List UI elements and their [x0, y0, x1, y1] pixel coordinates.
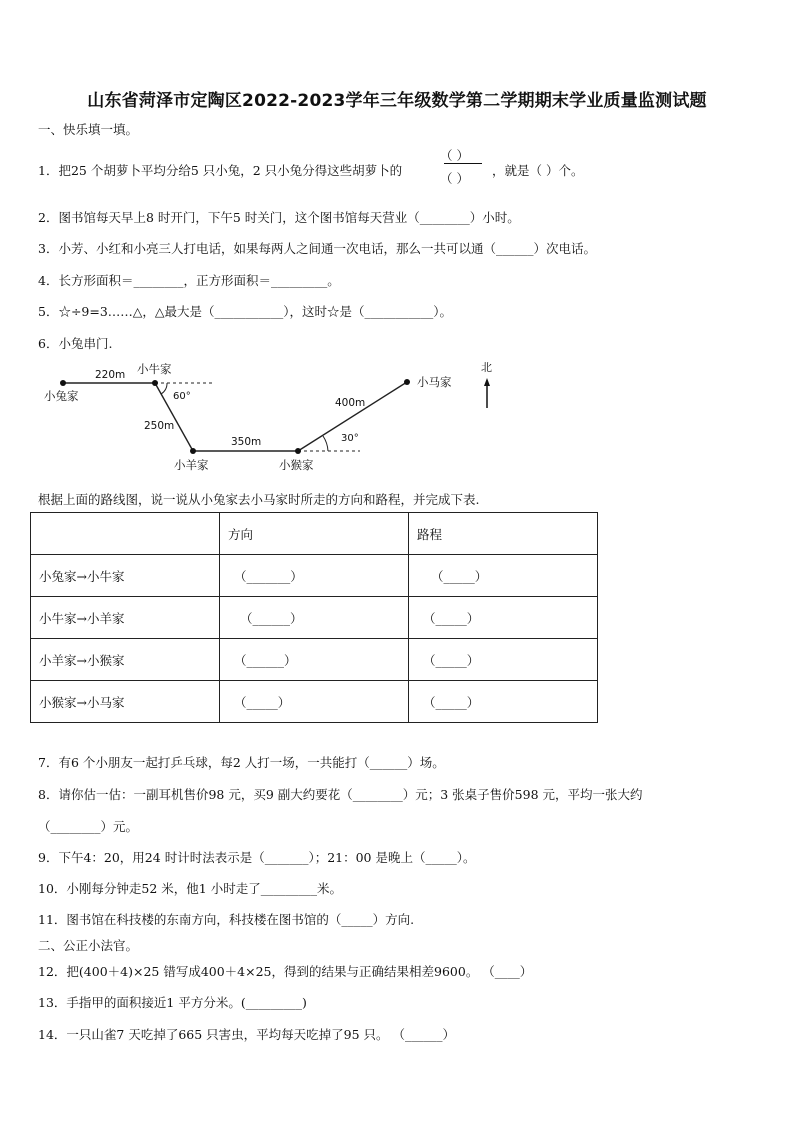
question-6: 6．小兔串门. [38, 336, 113, 351]
distance-monkey-horse: 400m [335, 397, 366, 409]
table-row [31, 555, 598, 597]
table-cell-distance: （_____） [409, 639, 598, 681]
distance-rabbit-cow: 220m [95, 369, 126, 381]
table-cell-segment: 小羊家→小猴家 [31, 639, 220, 681]
table-cell-segment: 小牛家→小羊家 [31, 597, 220, 639]
table-cell-direction: （______） [220, 639, 409, 681]
north-arrowhead-icon [484, 378, 490, 386]
point-cow-home [152, 380, 158, 386]
angle-arc-cow [161, 383, 167, 394]
question-14: 14．一只山雀7 天吃掉了665 只害虫，平均每天吃掉了95 只。 （______） [38, 1027, 456, 1042]
question-9: 9．下午4：20，用24 时计时法表示是（_______）；21：00 是晚上（_____）。 [38, 850, 476, 865]
question-12: 12．把(400＋4)×25 错写成400＋4×25，得到的结果与正确结果相差9600。 （____） [38, 964, 533, 979]
fraction-denominator: （ ） [440, 171, 469, 186]
section-heading-1: 一、快乐填一填。 [38, 122, 139, 137]
question-1-tail: ，就是（ ）个。 [492, 163, 584, 178]
table-cell-segment: 小兔家→小牛家 [31, 555, 220, 597]
table-cell-distance: （_____） [409, 681, 598, 723]
question-10: 10．小刚每分钟走52 米，他1 小时走了_________米。 [38, 881, 342, 896]
page-title: 山东省菏泽市定陶区2022-2023学年三年级数学第二学期期末学业质量监测试题 [87, 91, 707, 111]
route-diagram [38, 356, 498, 480]
section-heading-2: 二、公正小法官。 [38, 938, 139, 953]
label-monkey-home: 小猴家 [279, 458, 314, 472]
fraction-bar [444, 163, 482, 164]
table-header-row [31, 513, 598, 555]
question-1 [38, 161, 402, 179]
distance-sheep-monkey: 350m [231, 436, 262, 448]
question-5: 5．☆÷9=3……△，△最大是（___________），这时☆是（___________）。 [38, 304, 453, 319]
question-11: 11．图书馆在科技楼的东南方向，科技楼在图书馆的（_____）方向. [38, 912, 415, 927]
table-cell-direction: （______） [220, 597, 409, 639]
angle-arc-monkey [323, 436, 328, 451]
question-4: 4．长方形面积＝________，正方形面积＝_________。 [38, 273, 340, 288]
route-table [30, 512, 598, 723]
label-north: 北 [481, 361, 492, 374]
question-1-text: 1．把25 个胡萝卜平均分给5 只小兔，2 只小兔分得这些胡萝卜的 [38, 163, 403, 178]
question-6-instruction: 根据上面的路线图，说一说从小兔家去小马家时所走的方向和路程，并完成下表. [38, 492, 480, 507]
table-header-cell: 方向 [220, 513, 409, 555]
question-8: 8．请你估一估：一副耳机售价98 元，买9 副大约要花（________）元；3 张桌子售价598 元，平均一张大约 [38, 787, 643, 802]
table-cell-direction: （_______） [220, 555, 409, 597]
table-header-cell [31, 513, 220, 555]
question-13: 13．手指甲的面积接近1 平方分米。(_________) [38, 995, 307, 1010]
table-cell-distance: （_____） [409, 597, 598, 639]
label-rabbit-home: 小兔家 [44, 389, 79, 403]
point-rabbit-home [60, 380, 66, 386]
point-monkey-home [295, 448, 301, 454]
table-cell-distance: （_____） [409, 555, 598, 597]
label-sheep-home: 小羊家 [174, 458, 209, 472]
distance-cow-sheep: 250m [144, 420, 175, 432]
question-7: 7．有6 个小朋友一起打乒乓球，每2 人打一场，一共能打（______）场。 [38, 755, 445, 770]
angle-label-monkey: 30° [341, 433, 359, 444]
table-row [31, 639, 598, 681]
table-row [31, 597, 598, 639]
fraction-numerator: （ ） [440, 148, 469, 163]
table-cell-segment: 小猴家→小马家 [31, 681, 220, 723]
question-3: 3．小芳、小红和小亮三人打电话，如果每两人之间通一次电话，那么一共可以通（______）次电话。 [38, 241, 596, 256]
table-row [31, 681, 598, 723]
question-8-continued: （________）元。 [38, 819, 139, 834]
point-sheep-home [190, 448, 196, 454]
table-cell-direction: （_____） [220, 681, 409, 723]
point-horse-home [404, 379, 410, 385]
label-horse-home: 小马家 [417, 375, 452, 389]
table-header-cell: 路程 [409, 513, 598, 555]
question-2: 2．图书馆每天早上8 时开门，下午5 时关门，这个图书馆每天营业（________）小时。 [38, 210, 520, 225]
angle-label-cow: 60° [173, 391, 191, 402]
label-cow-home: 小牛家 [137, 362, 172, 376]
